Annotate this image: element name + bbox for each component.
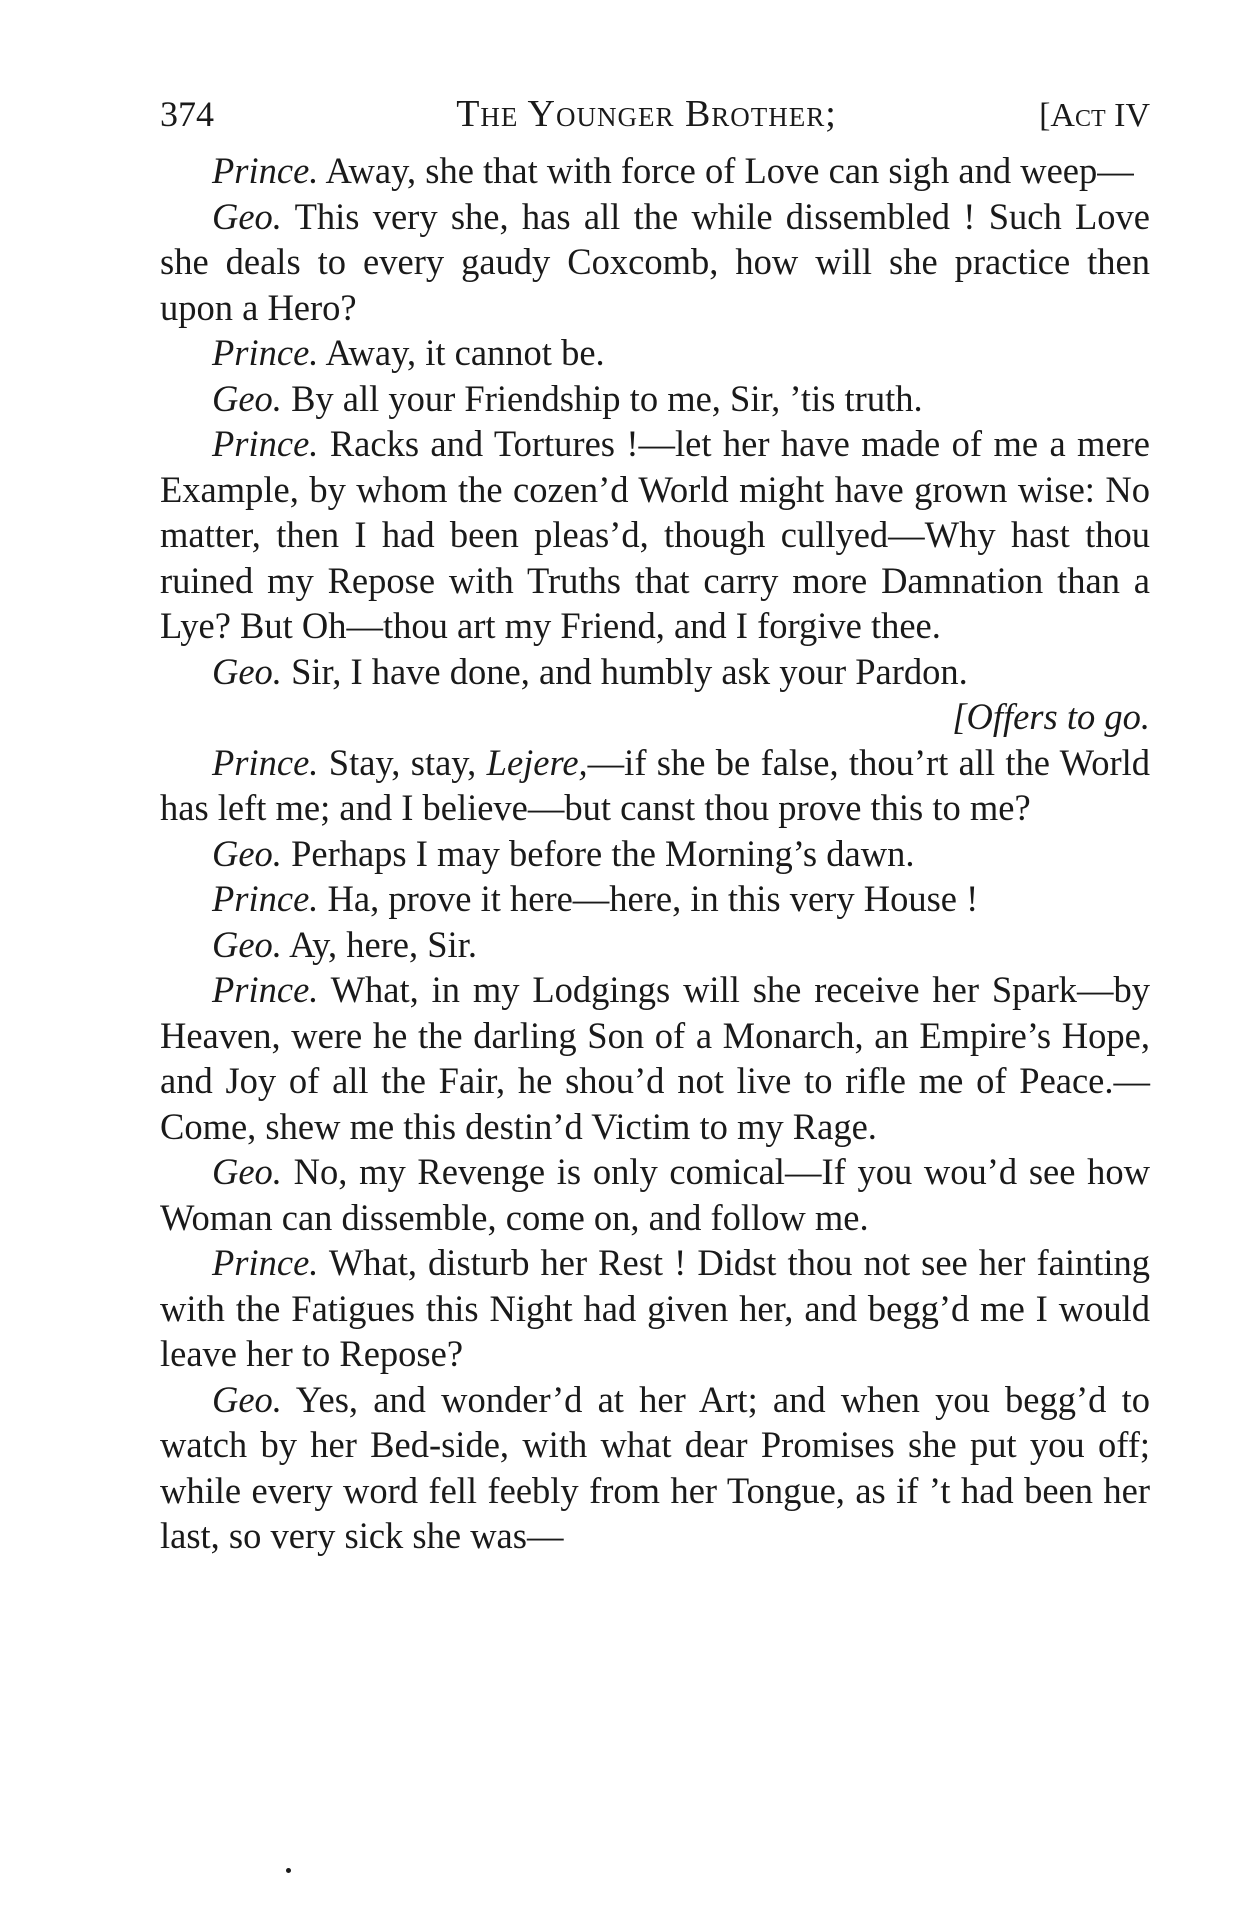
running-title: The Younger Brother; — [456, 93, 837, 135]
speech-text: Ay, here, Sir. — [289, 923, 477, 965]
speech-text: Away, she that with force of Love can sigh and weep— — [325, 150, 1134, 191]
speech-line — [160, 1377, 1150, 1559]
speaker-name: Geo. — [212, 923, 282, 965]
page-number: 374 — [160, 94, 214, 134]
speech-line — [160, 740, 1150, 831]
stage-direction — [160, 694, 1150, 740]
speech-text: What, in my Lodgings will she receive her Spark—by Heaven, were he the darling Son of a Monarch, an Empire’s Hope, and Joy of all the Fair, he shou’d not live to rifle me of Peace.—Come, shew me this destin’d Victim to my Rage. — [160, 969, 1150, 1147]
speech-text: Yes, and wonder’d at her Art; and when you begg’d to watch by her Bed-side, with what dear Promises she put you off; while every word fell feebly from her Tongue, as if ’t had been her last, so very sick she was— — [160, 1378, 1150, 1556]
speech-line — [160, 1240, 1150, 1377]
speech-line — [160, 330, 1150, 376]
speech-text: This very she, has all the while dissembled ! Such Love she deals to every gaudy Coxcomb, how will she practice then upon a Hero? — [160, 195, 1151, 328]
speech-line — [160, 831, 1150, 877]
speaker-name: Prince. — [212, 423, 319, 464]
print-speck — [286, 1868, 291, 1873]
speaker-name: Prince. — [212, 741, 319, 783]
speech-line — [160, 876, 1150, 922]
speaker-name: Geo. — [212, 1378, 282, 1420]
speaker-name: Geo. — [212, 195, 282, 237]
speech-line — [160, 922, 1150, 968]
speaker-name: Prince. — [212, 878, 319, 919]
speech-line — [160, 376, 1150, 422]
speech-text: Stay, stay, — [328, 741, 477, 783]
speaker-name: Geo. — [212, 377, 282, 419]
italic-name: Lejere, — [486, 741, 588, 783]
speech-line — [160, 194, 1150, 331]
speech-text: No, my Revenge is only comical—If you wou’d see how Woman can dissemble, come on, and follow me. — [160, 1151, 1151, 1238]
speaker-name: Geo. — [212, 1151, 282, 1192]
speech-line — [160, 1149, 1150, 1240]
act-label: [Act IV — [1039, 97, 1150, 134]
speaker-name: Prince. — [212, 1242, 319, 1283]
speech-text: Sir, I have done, and humbly ask your Pardon. — [291, 650, 968, 692]
speech-line — [160, 649, 1150, 695]
speaker-name: Geo. — [212, 832, 282, 874]
speech-line — [160, 967, 1150, 1149]
speech-text: Away, it cannot be. — [325, 332, 605, 373]
speaker-name: Prince. — [212, 150, 319, 191]
speech-text: By all your Friendship to me, Sir, ’tis truth. — [291, 377, 923, 419]
stage-direction-text: [Offers to go. — [952, 696, 1150, 737]
book-page — [160, 92, 1150, 1559]
speech-text: —if she be false, thou’rt all the World has left me; and I believe—but canst thou prove this to me? — [160, 741, 1151, 828]
speech-text: What, disturb her Rest ! Didst thou not see her fainting with the Fatigues this Night had given her, and begg’d me I would leave her to Repose? — [160, 1242, 1150, 1374]
speech-text: Racks and Tortures !—let her have made of me a mere Example, by whom the cozen’d World might have grown wise: No matter, then I had been pleas’d, though cullyed—Why hast thou ruined my Repose with Truths that carry more Damnation than a Lye? But Oh—thou art my Friend, and I forgive thee. — [160, 423, 1151, 646]
speaker-name: Prince. — [212, 332, 319, 373]
speech-line — [160, 148, 1150, 194]
speaker-name: Geo. — [212, 650, 282, 692]
speech-text: Perhaps I may before the Morning’s dawn. — [291, 832, 915, 874]
speech-text: Ha, prove it here—here, in this very House ! — [327, 878, 979, 919]
speech-line — [160, 421, 1150, 649]
running-header — [160, 92, 1150, 148]
speaker-name: Prince. — [212, 969, 319, 1010]
